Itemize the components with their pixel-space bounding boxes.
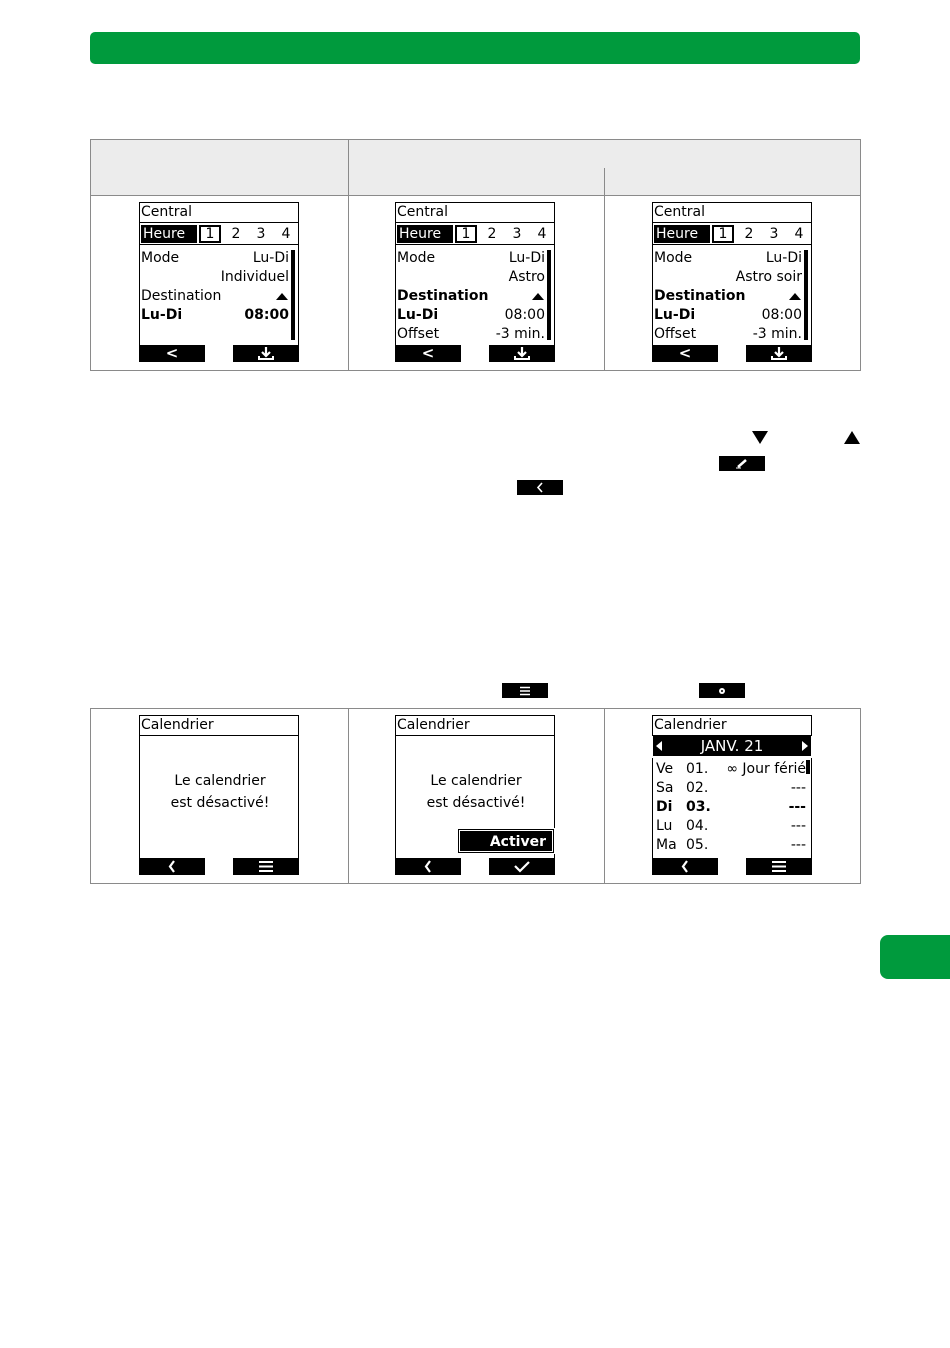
softkeys <box>395 858 555 875</box>
list-item[interactable] <box>656 779 806 798</box>
previous-month-icon[interactable] <box>656 741 662 751</box>
tab-4[interactable]: 4 <box>537 226 547 242</box>
confirm-button[interactable] <box>489 858 555 875</box>
mode-sub-value: Astro soir <box>735 269 802 285</box>
mode-sub-value: Astro <box>508 269 545 285</box>
day-number: 04. <box>686 818 709 834</box>
tab-heure[interactable]: Heure <box>141 225 197 243</box>
softkeys <box>652 345 812 362</box>
calendar-list <box>652 758 812 858</box>
calendar-message-line: Le calendrier <box>430 773 522 789</box>
day-name: Lu <box>656 818 673 834</box>
tab-1[interactable]: 1 <box>712 225 734 243</box>
day-name: Sa <box>656 780 674 796</box>
screen-body <box>139 736 299 858</box>
tab-3[interactable]: 3 <box>256 226 266 242</box>
calendar-message-line: est désactivé! <box>170 795 270 811</box>
check-icon <box>513 860 531 873</box>
up-arrow-icon <box>844 431 860 444</box>
column-divider <box>348 196 349 370</box>
chevron-left-icon <box>167 860 177 873</box>
column-divider <box>604 196 605 370</box>
tab-3[interactable]: 3 <box>769 226 779 242</box>
mode-label: Mode <box>141 250 180 266</box>
back-button[interactable] <box>139 858 205 875</box>
tab-1[interactable]: 1 <box>199 225 221 243</box>
menu-button[interactable] <box>746 858 812 875</box>
screen-title: Central <box>395 202 555 223</box>
time-value: 08:00 <box>761 307 802 323</box>
offset-label: Offset <box>654 326 697 342</box>
save-button[interactable] <box>489 345 555 362</box>
device-screen <box>139 715 299 875</box>
header-bar <box>90 32 860 64</box>
softkeys <box>139 858 299 875</box>
offset-value: -3 min. <box>752 326 802 342</box>
softkeys <box>139 345 299 362</box>
chapter-tab <box>880 935 950 979</box>
day-entry: --- <box>790 818 806 834</box>
list-item[interactable] <box>656 798 806 817</box>
month-label: JANV. 21 <box>700 737 764 755</box>
tab-bar <box>395 223 555 245</box>
menu-icon <box>771 860 787 873</box>
offset-value: -3 min. <box>495 326 545 342</box>
save-button[interactable] <box>233 345 299 362</box>
tab-2[interactable]: 2 <box>231 226 241 242</box>
mode-value: Lu-Di <box>765 250 802 266</box>
tab-3[interactable]: 3 <box>512 226 522 242</box>
column-divider <box>604 168 605 196</box>
tab-2[interactable]: 2 <box>487 226 497 242</box>
tab-4[interactable]: 4 <box>281 226 291 242</box>
destination-label: Destination <box>141 288 222 304</box>
day-number: 01. <box>686 761 709 777</box>
column-divider <box>348 140 349 196</box>
tab-heure[interactable]: Heure <box>397 225 453 243</box>
back-button[interactable] <box>395 858 461 875</box>
device-screen <box>139 202 299 362</box>
day-label: Lu-Di <box>654 307 696 323</box>
activate-option[interactable]: Activer <box>459 830 553 852</box>
down-arrow-icon <box>752 431 768 444</box>
back-button[interactable]: < <box>139 345 205 362</box>
device-screen <box>652 715 812 875</box>
destination-label: Destination <box>397 288 489 304</box>
up-arrow-icon <box>789 293 801 300</box>
day-entry: --- <box>790 780 806 796</box>
day-name: Ma <box>656 837 677 853</box>
download-icon <box>513 346 531 361</box>
table-header <box>90 139 861 197</box>
list-item[interactable] <box>656 760 806 779</box>
save-button[interactable] <box>746 345 812 362</box>
back-button[interactable] <box>652 858 718 875</box>
download-icon <box>770 346 788 361</box>
gear-icon <box>699 683 745 698</box>
screen-title: Calendrier <box>139 715 299 736</box>
mode-value: Lu-Di <box>252 250 289 266</box>
calendar-message-line: Le calendrier <box>174 773 266 789</box>
calendar-message-line: est désactivé! <box>426 795 526 811</box>
scrollbar <box>806 760 810 774</box>
softkeys <box>395 345 555 362</box>
menu-button[interactable] <box>233 858 299 875</box>
chevron-left-icon <box>680 860 690 873</box>
scrollbar <box>547 250 551 340</box>
day-label: Lu-Di <box>397 307 439 323</box>
softkeys <box>652 858 812 875</box>
back-button[interactable]: < <box>395 345 461 362</box>
chevron-left-icon <box>423 860 433 873</box>
menu-icon <box>502 683 548 698</box>
day-number: 03. <box>686 799 711 815</box>
device-screen <box>395 202 555 362</box>
download-icon <box>257 346 275 361</box>
edit-icon <box>719 456 765 471</box>
next-month-icon[interactable] <box>802 741 808 751</box>
tab-1[interactable]: 1 <box>455 225 477 243</box>
time-value: 08:00 <box>244 307 289 323</box>
column-divider <box>348 709 349 883</box>
screen-body <box>395 245 555 345</box>
offset-label: Offset <box>397 326 440 342</box>
back-button[interactable]: < <box>652 345 718 362</box>
screen-title: Calendrier <box>395 715 555 736</box>
mode-value: Lu-Di <box>508 250 545 266</box>
list-item[interactable] <box>656 817 806 836</box>
time-value: 08:00 <box>504 307 545 323</box>
scrollbar <box>804 250 808 340</box>
column-divider <box>604 709 605 883</box>
day-name: Di <box>656 799 673 815</box>
screen-title: Central <box>139 202 299 223</box>
tab-heure[interactable]: Heure <box>654 225 710 243</box>
tab-bar <box>139 223 299 245</box>
day-entry: --- <box>788 799 806 815</box>
calendar-message <box>396 770 556 814</box>
mode-label: Mode <box>397 250 436 266</box>
day-entry: --- <box>790 837 806 853</box>
tab-2[interactable]: 2 <box>744 226 754 242</box>
device-screen <box>395 715 555 875</box>
back-icon <box>517 480 563 495</box>
menu-icon <box>258 860 274 873</box>
up-arrow-icon <box>276 293 288 300</box>
mode-sub-value: Individuel <box>220 269 289 285</box>
day-label: Lu-Di <box>141 307 183 323</box>
list-item[interactable] <box>656 836 806 855</box>
screen-body <box>139 245 299 345</box>
month-selector[interactable] <box>653 736 811 756</box>
up-arrow-icon <box>532 293 544 300</box>
tab-4[interactable]: 4 <box>794 226 804 242</box>
activate-popup[interactable] <box>457 828 555 854</box>
day-name: Ve <box>656 761 674 777</box>
calendar-message <box>140 770 300 814</box>
screen-body <box>652 245 812 345</box>
day-entry: ∞ Jour férié <box>726 761 806 777</box>
destination-label: Destination <box>654 288 746 304</box>
mode-label: Mode <box>654 250 693 266</box>
screen-title: Central <box>652 202 812 223</box>
day-number: 02. <box>686 780 709 796</box>
tab-bar <box>652 223 812 245</box>
device-screen <box>652 202 812 362</box>
screen-title: Calendrier <box>652 715 812 736</box>
scrollbar <box>291 250 295 340</box>
day-number: 05. <box>686 837 709 853</box>
